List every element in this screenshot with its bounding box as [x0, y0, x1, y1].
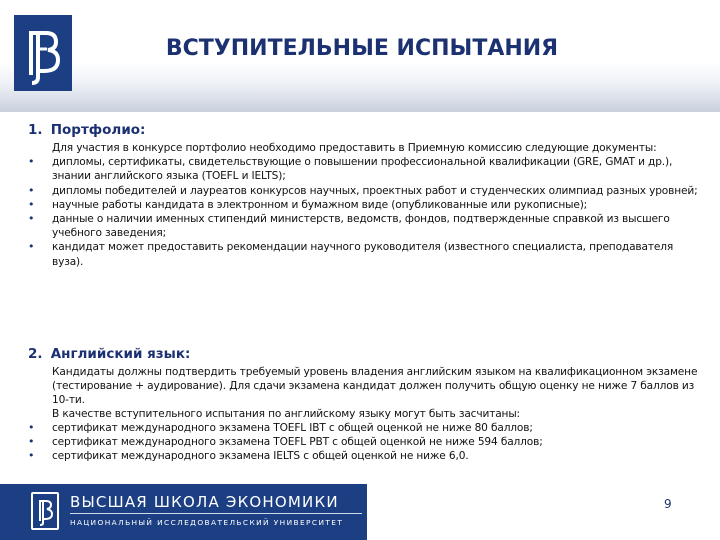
section-heading: [28, 122, 700, 142]
section-intro: Для участия в конкурсе портфолио необходимо предоставить в Приемную комиссию следующие документы:: [52, 142, 657, 154]
section-english: [28, 346, 700, 463]
list-item: • данные о наличии именных стипендий министерств, ведомств, фондов, подтвержденные справкой из высшего учебного заведения;: [28, 212, 670, 240]
university-name: ВЫСШАЯ ШКОЛА ЭКОНОМИКИ: [70, 493, 339, 511]
bullet-icon: •: [28, 449, 35, 463]
bullet-icon: •: [28, 240, 35, 254]
section-portfolio: [28, 122, 700, 269]
page-title: ВСТУПИТЕЛЬНЫЕ ИСПЫТАНИЯ: [165, 36, 559, 61]
list-item: • сертификат международного экзамена TOEFL PBT с общей оценкой не ниже 594 баллов;: [28, 435, 543, 449]
list-item: • сертификат международного экзамена IELTS с общей оценкой не ниже 6,0.: [28, 449, 469, 463]
list-item: • дипломы, сертификаты, свидетельствующие о повышении профессиональной квалификации (GRE, GMAT и др.), знании английского языка (TOEFL и IELTS);: [28, 155, 673, 183]
section-intro: Кандидаты должны подтвердить требуемый уровень владения английским языком на квалификационном экзамене (тестирование + аудирование). Для сдачи экзамена кандидат должен получить общую оценку не ниже 7 баллов из 10-ти.: [52, 366, 698, 407]
footer: [0, 484, 720, 540]
list-item: • кандидат может предоставить рекомендации научного руководителя (известного специалиста, преподавателя вуза).: [28, 240, 674, 268]
section-intro-2: В качестве вступительного испытания по английскому языку могут быть засчитаны:: [52, 407, 520, 420]
section-heading: [28, 346, 700, 366]
section-title: Английский язык:: [50, 346, 191, 362]
hse-logo-icon: [31, 492, 59, 530]
bullet-icon: •: [28, 212, 35, 226]
page-number: 9: [664, 497, 672, 511]
bullet-icon: •: [28, 155, 35, 169]
bullet-icon: •: [28, 435, 35, 449]
footer-brand-bar: [0, 484, 367, 540]
section-number: 2.: [28, 346, 43, 362]
section-title: Портфолио:: [50, 122, 146, 138]
list-item: • дипломы победителей и лауреатов конкурсов научных, проектных работ и студенческих олимпиад разных уровней;: [28, 183, 698, 197]
list-item: • научные работы кандидата в электронном и бумажном виде (опубликованные или рукописные);: [28, 197, 588, 211]
university-subtitle: НАЦИОНАЛЬНЫЙ ИССЛЕДОВАТЕЛЬСКИЙ УНИВЕРСИТЕТ: [70, 518, 344, 527]
section-number: 1.: [28, 122, 43, 138]
bullet-icon: •: [28, 420, 35, 434]
bullet-icon: •: [28, 197, 35, 211]
list-item: • сертификат международного экзамена TOEFL IBT с общей оценкой не ниже 80 баллов;: [28, 420, 533, 434]
bullet-icon: •: [28, 183, 35, 197]
footer-divider: [70, 513, 362, 514]
